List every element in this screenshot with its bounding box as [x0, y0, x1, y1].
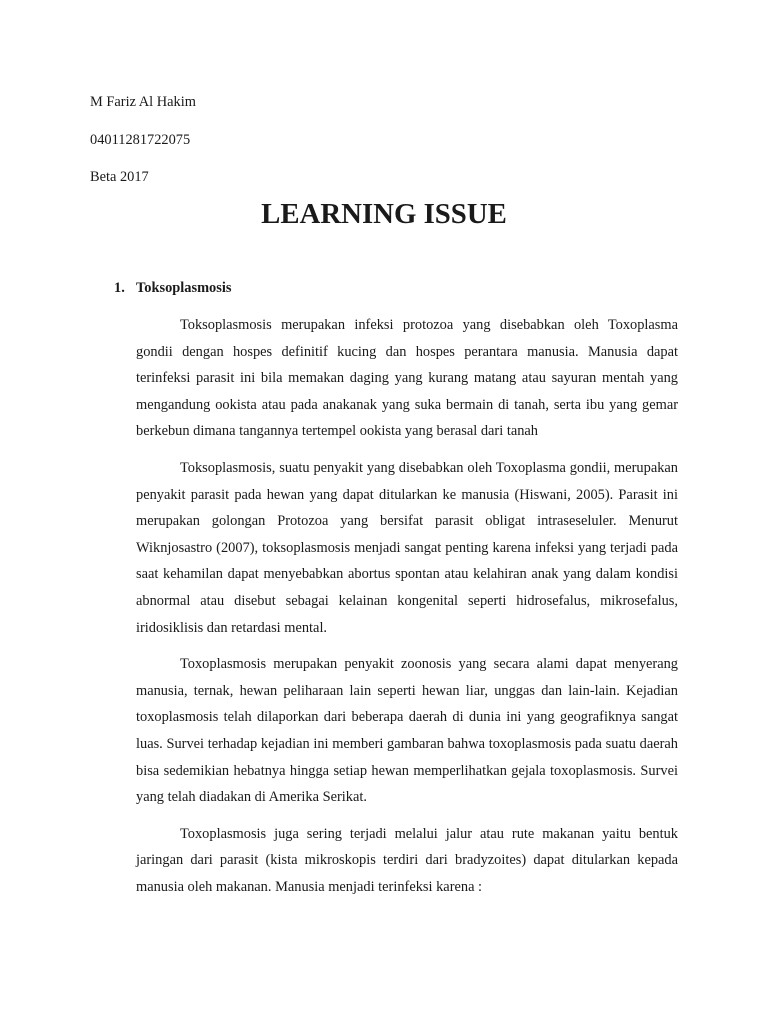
- section-title: Toksoplasmosis: [136, 280, 232, 296]
- paragraph-3: Toxoplasmosis merupakan penyakit zoonosis yang secara alami dapat menyerang manusia, ternak, hewan peliharaan lain seperti hewan liar, unggas dan lain-lain. Kejadian toxoplasmosis telah dilaporkan dari beberapa daerah di dunia ini yang geografiknya sangat luas. Survei terhadap kejadian ini memberi gambaran bahwa toxoplasmosis pada suatu daerah bisa sedemikian hebatnya hingga setiap hewan memperlihatkan gejala toxoplasmosis. Survei yang telah diadakan di Amerika Serikat.: [136, 656, 678, 806]
- author-name: M Fariz Al Hakim: [90, 94, 196, 110]
- student-id: 04011281722075: [90, 132, 191, 148]
- document-title: LEARNING ISSUE: [261, 198, 507, 230]
- paragraph-2: Toksoplasmosis, suatu penyakit yang disebabkan oleh Toxoplasma gondii, merupakan penyakit parasit pada hewan yang dapat ditularkan ke manusia (Hiswani, 2005). Parasit ini merupakan golongan Protozoa yang bersifat parasit obligat intraseseluler. Menurut Wiknjosastro (2007), toksoplasmosis menjadi sangat penting karena infeksi yang terjadi pada saat kehamilan dapat menyebabkan abortus spontan atau kelahiran anak yang dalam kondisi abnormal atau disebut sebagai kelainan kongenital seperti hidrosefalus, mikrosefalus, iridosiklisis dan retardasi mental.: [136, 459, 678, 636]
- section-number: 1.: [114, 280, 125, 296]
- section-body: [136, 312, 678, 910]
- section-heading: [114, 279, 231, 297]
- class-name: Beta 2017: [90, 169, 149, 185]
- paragraph-4: Toxoplasmosis juga sering terjadi melalui jalur atau rute makanan yaitu bentuk jaringan dari parasit (kista mikroskopis terdiri dari bradyzoites) dapat ditularkan kepada manusia oleh makanan. Manusia menjadi terinfeksi karena :: [136, 825, 678, 895]
- paragraph-1: Toksoplasmosis merupakan infeksi protozoa yang disebabkan oleh Toxoplasma gondii dengan hospes definitif kucing dan hospes perantara manusia. Manusia dapat terinfeksi parasit ini bila memakan daging yang kurang matang atau sayuran mentah yang mengandung ookista atau pada anakanak yang suka bermain di tanah, serta ibu yang gemar berkebun dimana tangannya tertempel ookista yang berasal dari tanah: [136, 317, 678, 440]
